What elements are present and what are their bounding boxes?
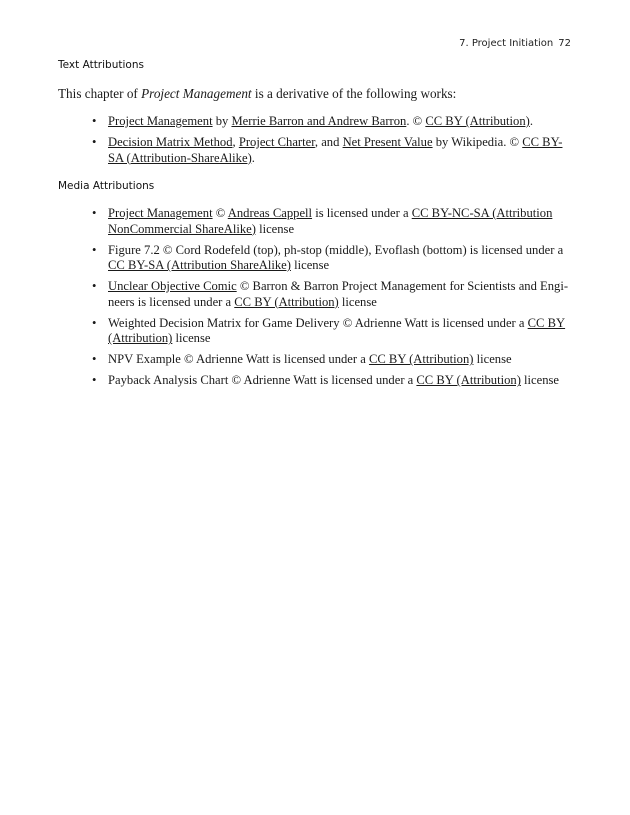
text-fragment: © Barron & Barron Project Management for Scientists and Engi- xyxy=(236,279,569,294)
text-attributions-list xyxy=(0,114,572,172)
running-header xyxy=(459,38,571,49)
link-project-management[interactable]: Project Management xyxy=(108,206,213,220)
text-fragment: by xyxy=(212,114,232,128)
link-license[interactable]: CC BY-SA (Attribution ShareAlike) xyxy=(108,258,291,273)
page-number: 72 xyxy=(558,38,571,49)
text-fragment: license xyxy=(290,258,330,273)
media-attributions-heading: Media Attributions xyxy=(58,180,155,192)
list-item xyxy=(0,316,572,347)
intro-prefix: This chapter of xyxy=(58,86,142,101)
link-project-charter[interactable]: Project Charter xyxy=(238,134,315,149)
text-fragment: license xyxy=(338,294,377,309)
link-license[interactable]: CC BY-SA (Attribution-ShareAlike) xyxy=(108,134,563,165)
link-decision-matrix-method[interactable]: Decision Matrix Method xyxy=(108,134,233,149)
list-item xyxy=(0,279,572,310)
link-license[interactable]: CC BY-NC-SA (Attribution NonCommercial ShareAlike) xyxy=(108,206,553,236)
media-attributions-list xyxy=(0,206,572,394)
text-attributions-heading: Text Attributions xyxy=(58,59,144,71)
chapter-title: 7. Project Initiation xyxy=(459,38,554,49)
link-license[interactable]: CC BY (Attribution) xyxy=(368,352,474,367)
text-fragment: Payback Analysis Chart © Adrienne Watt is licensed under a xyxy=(108,373,417,388)
link-license[interactable]: CC BY (Attribution) xyxy=(108,315,566,346)
link-license[interactable]: CC BY (Attribution) xyxy=(416,373,521,388)
list-item xyxy=(0,135,572,166)
list-item xyxy=(0,373,572,389)
text-fragment: © xyxy=(212,206,228,220)
link-net-present-value[interactable]: Net Present Value xyxy=(342,134,433,149)
list-item xyxy=(0,243,572,274)
text-fragment: , and xyxy=(314,134,343,149)
text-fragment: license xyxy=(520,373,560,388)
text-fragment: , xyxy=(232,134,239,149)
text-fragment: license xyxy=(172,331,211,346)
text-fragment: neers is licensed under a xyxy=(108,294,235,309)
text-fragment: license xyxy=(473,352,512,367)
text-fragment: . © xyxy=(406,114,426,128)
list-item xyxy=(0,352,572,368)
link-license[interactable]: CC BY (Attribution) xyxy=(234,294,339,309)
list-item xyxy=(0,114,572,130)
text-fragment: license xyxy=(255,221,295,236)
text-fragment: Weighted Decision Matrix for Game Delivery © Adrienne Watt is licensed under a xyxy=(108,315,528,330)
text-fragment: by Wikipedia. © xyxy=(432,134,523,149)
link-license[interactable]: CC BY (Attribution) xyxy=(425,114,530,128)
text-fragment: . xyxy=(529,114,533,128)
link-author[interactable]: Andreas Cappell xyxy=(227,206,313,220)
link-unclear-objective-comic[interactable]: Unclear Objective Comic xyxy=(108,279,237,294)
link-project-management[interactable]: Project Management xyxy=(108,114,213,128)
link-authors[interactable]: Merrie Barron and Andrew Barron xyxy=(231,114,407,128)
text-fragment: is licensed under a xyxy=(312,206,412,220)
intro-paragraph xyxy=(58,86,578,102)
intro-suffix: is a derivative of the following works: xyxy=(251,86,457,101)
list-item xyxy=(0,206,572,237)
text-fragment: NPV Example © Adrienne Watt is licensed under a xyxy=(108,352,369,367)
text-fragment: Figure 7.2 © Cord Rodefeld (top), ph-stop (middle), Evoflash (bottom) is licensed under a xyxy=(108,242,564,257)
text-fragment: . xyxy=(251,150,255,165)
intro-book-title: Project Management xyxy=(141,86,252,101)
